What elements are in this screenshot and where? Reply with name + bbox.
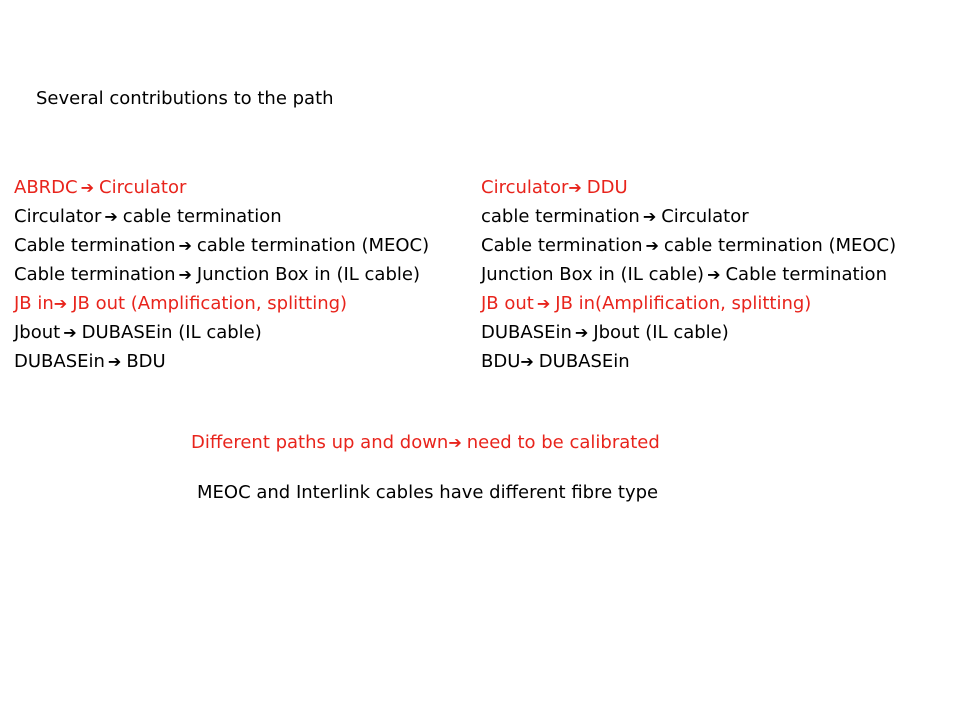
right-arrow-icon: ➔ bbox=[178, 236, 192, 255]
right-arrow-icon: ➔ bbox=[448, 433, 462, 452]
path-step bbox=[481, 173, 896, 202]
path-step-from: cable termination bbox=[481, 206, 640, 227]
right-arrow-icon: ➔ bbox=[645, 236, 659, 255]
path-step bbox=[14, 231, 429, 260]
path-step-from: Cable termination bbox=[14, 264, 176, 285]
path-step bbox=[481, 318, 896, 347]
right-arrow-icon: ➔ bbox=[178, 265, 192, 284]
path-step-from: DUBASEin bbox=[14, 351, 105, 372]
right-arrow-icon: ➔ bbox=[104, 207, 118, 226]
fibre-type-note: MEOC and Interlink cables have different fibre type bbox=[197, 482, 659, 503]
path-step bbox=[14, 318, 429, 347]
calibration-note-before: Different paths up and down bbox=[191, 432, 449, 453]
path-step-to: Circulator bbox=[99, 177, 187, 198]
right-arrow-icon: ➔ bbox=[80, 178, 95, 197]
path-step-to: Cable termination bbox=[725, 264, 887, 285]
path-step bbox=[14, 173, 429, 202]
right-arrow-icon: ➔ bbox=[642, 207, 657, 226]
path-step bbox=[481, 231, 896, 260]
path-step-from: ABRDC bbox=[14, 177, 78, 198]
path-step bbox=[481, 347, 896, 376]
calibration-note-after: need to be calibrated bbox=[466, 432, 660, 453]
path-step-to: DDU bbox=[586, 177, 628, 198]
path-step-from: Junction Box in (IL cable) bbox=[481, 264, 705, 285]
right-arrow-icon: ➔ bbox=[536, 294, 551, 313]
downstream-path-list bbox=[481, 173, 896, 376]
path-step-to: JB in(Amplification, splitting) bbox=[555, 293, 812, 314]
path-step-to: DUBASEin (IL cable) bbox=[81, 322, 262, 343]
path-step bbox=[14, 347, 429, 376]
path-step bbox=[481, 260, 896, 289]
path-step bbox=[14, 260, 429, 289]
path-step-from: JB in bbox=[14, 293, 54, 314]
right-arrow-icon: ➔ bbox=[520, 352, 534, 371]
calibration-note bbox=[191, 432, 660, 453]
path-step bbox=[481, 289, 896, 318]
path-step bbox=[481, 202, 896, 231]
path-step-to: Circulator bbox=[661, 206, 749, 227]
path-step-to: Jbout (IL cable) bbox=[593, 322, 729, 343]
path-step-from: Jbout bbox=[14, 322, 61, 343]
right-arrow-icon: ➔ bbox=[63, 323, 77, 342]
path-step-from: BDU bbox=[481, 351, 521, 372]
right-arrow-icon: ➔ bbox=[568, 178, 582, 197]
slide-title: Several contributions to the path bbox=[36, 88, 334, 109]
path-step-from: Circulator bbox=[481, 177, 569, 198]
path-step bbox=[14, 202, 429, 231]
path-step-to: JB out (Amplification, splitting) bbox=[72, 293, 348, 314]
path-step-from: Cable termination bbox=[481, 235, 643, 256]
path-step-from: JB out bbox=[481, 293, 534, 314]
path-step bbox=[14, 289, 429, 318]
path-step-to: cable termination (MEOC) bbox=[663, 235, 897, 256]
path-step-from: Circulator bbox=[14, 206, 102, 227]
path-step-to: Junction Box in (IL cable) bbox=[196, 264, 420, 285]
path-step-to: cable termination bbox=[122, 206, 282, 227]
right-arrow-icon: ➔ bbox=[53, 294, 68, 313]
path-step-to: cable termination (MEOC) bbox=[196, 235, 430, 256]
upstream-path-list bbox=[14, 173, 429, 376]
path-step-from: Cable termination bbox=[14, 235, 176, 256]
right-arrow-icon: ➔ bbox=[107, 352, 122, 371]
right-arrow-icon: ➔ bbox=[707, 265, 721, 284]
path-step-to: BDU bbox=[126, 351, 166, 372]
right-arrow-icon: ➔ bbox=[574, 323, 589, 342]
path-step-from: DUBASEin bbox=[481, 322, 572, 343]
path-step-to: DUBASEin bbox=[538, 351, 630, 372]
